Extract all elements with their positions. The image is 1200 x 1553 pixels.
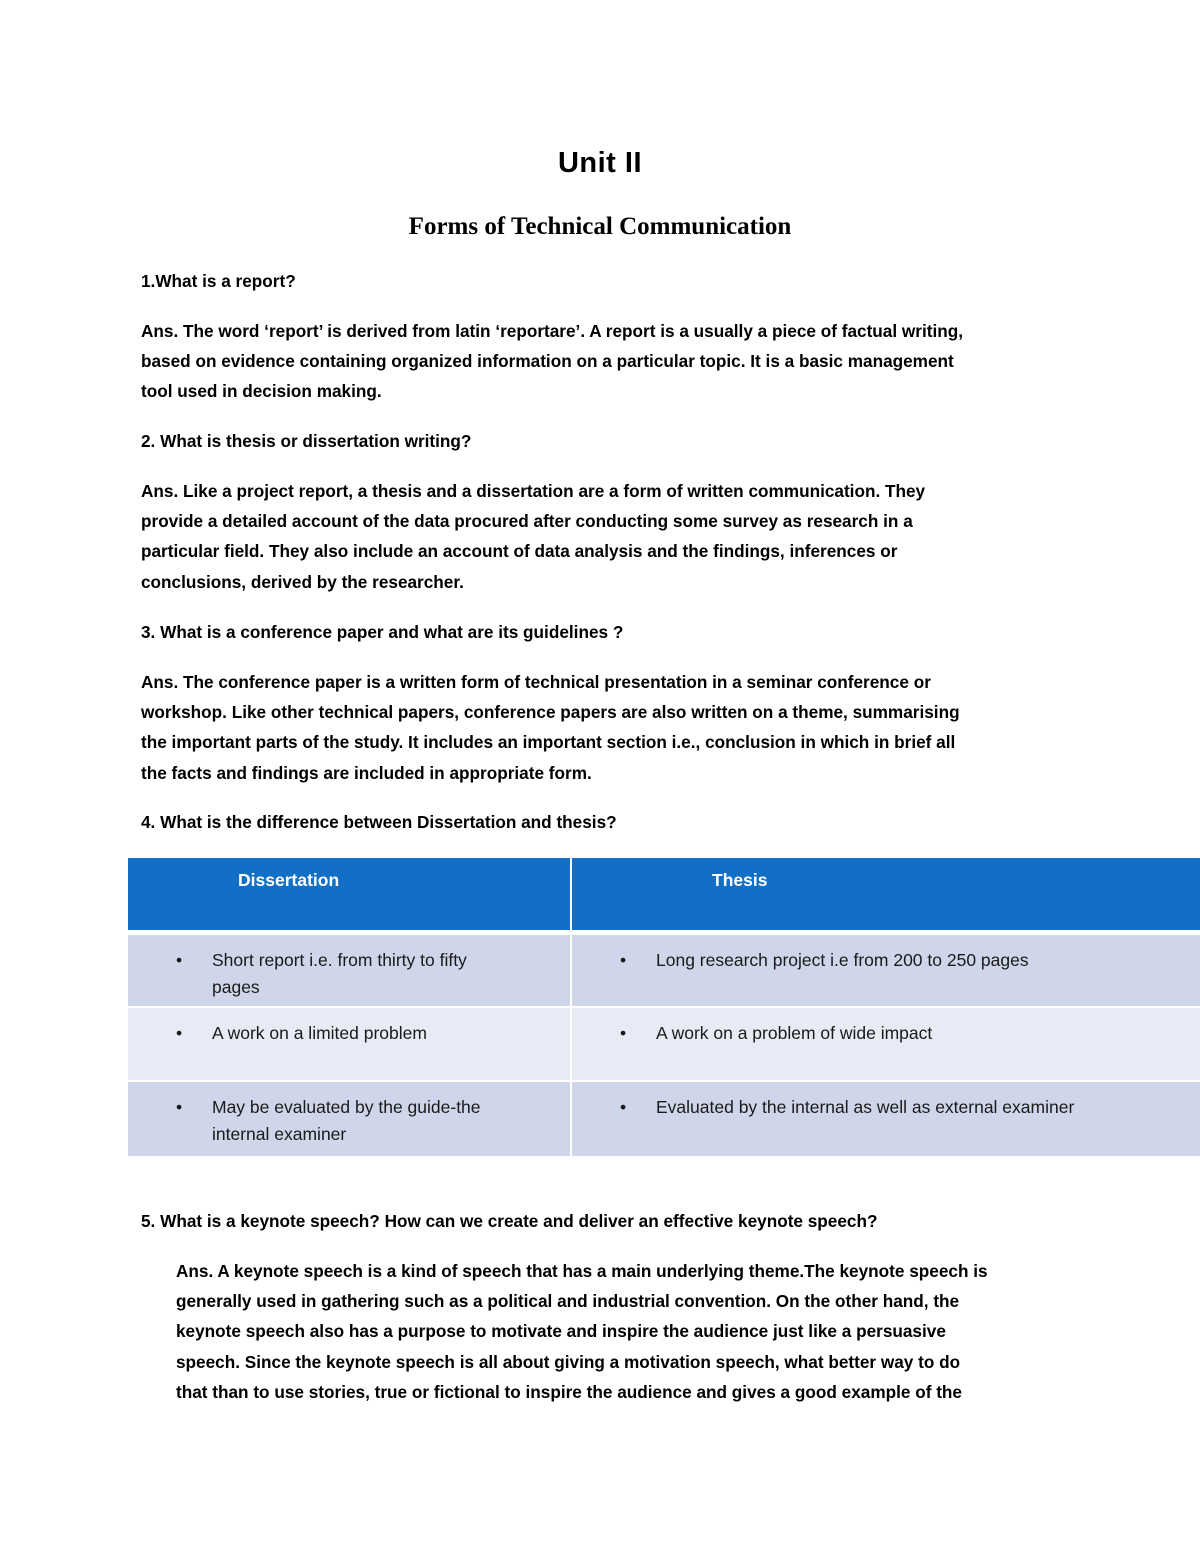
- answer-5-line: Ans. A keynote speech is a kind of speech that has a main underlying theme.The keynote speech is: [176, 1261, 988, 1281]
- answer-3-line: the important parts of the study. It includes an important section i.e., conclusion in which in brief all: [141, 732, 956, 753]
- answer-2-line: Ans. Like a project report, a thesis and a dissertation are a form of written communication. They: [141, 481, 926, 501]
- answer-5-line: generally used in gathering such as a political and industrial convention. On the other hand, the: [176, 1291, 960, 1312]
- answer-2-line: particular field. They also include an account of data analysis and the findings, inferences or: [141, 541, 898, 562]
- table-row-2-thesis: [572, 1008, 1200, 1080]
- answer-5-line: speech. Since the keynote speech is all about giving a motivation speech, what better way to do: [176, 1351, 961, 1372]
- cell-line: Evaluated by the internal as well as external examiner: [656, 1097, 1075, 1117]
- answer-2: [141, 476, 1061, 597]
- bullet-icon: •: [620, 1023, 627, 1043]
- question-3: [141, 617, 1061, 647]
- answer-3: [141, 667, 1061, 788]
- bullet-icon: •: [176, 950, 183, 970]
- bullet-icon: •: [176, 1097, 183, 1117]
- cell-line: internal examiner: [212, 1124, 347, 1144]
- question-5: [141, 1206, 1061, 1236]
- answer-3-line: the facts and findings are included in appropriate form.: [141, 762, 592, 783]
- answer-3-line: Ans. The conference paper is a written form of technical presentation in a seminar conference or: [141, 672, 931, 692]
- cell-line: Long research project i.e from 200 to 250 pages: [656, 950, 1029, 970]
- table-row-3-thesis: [572, 1082, 1200, 1156]
- answer-2-line: provide a detailed account of the data procured after conducting some survey as research in a: [141, 511, 913, 532]
- table-row-1-thesis: [572, 935, 1200, 1006]
- cell-line: A work on a limited problem: [212, 1023, 427, 1043]
- question-4: [141, 807, 1061, 837]
- question-1-text: 1.What is a report?: [141, 271, 296, 291]
- answer-1-line: tool used in decision making.: [141, 381, 382, 402]
- question-2-text: 2. What is thesis or dissertation writing?: [141, 431, 472, 451]
- question-3-text: 3. What is a conference paper and what are its guidelines ?: [141, 622, 624, 642]
- table-header-thesis: [572, 858, 1200, 930]
- cell-line: A work on a problem of wide impact: [656, 1023, 933, 1043]
- comparison-table: [128, 858, 1200, 1156]
- answer-5: [176, 1256, 1096, 1407]
- table-row-2-dissertation: [128, 1008, 570, 1080]
- cell-line: pages: [212, 977, 260, 997]
- answer-1-line: Ans. The word ‘report’ is derived from latin ‘reportare’. A report is a usually a piece of factual writing,: [141, 321, 964, 341]
- bullet-icon: •: [176, 1023, 183, 1043]
- answer-3-line: workshop. Like other technical papers, conference papers are also written on a theme, summarising: [141, 702, 960, 723]
- question-5-text: 5. What is a keynote speech? How can we create and deliver an effective keynote speech?: [141, 1211, 878, 1231]
- table-header-dissertation: [128, 858, 570, 930]
- answer-5-line: that than to use stories, true or fictional to inspire the audience and gives a good example of the: [176, 1381, 962, 1402]
- page-subtitle: Forms of Technical Communication: [408, 213, 792, 240]
- table-header-label: Thesis: [712, 870, 768, 890]
- question-4-text: 4. What is the difference between Dissertation and thesis?: [141, 812, 617, 832]
- bullet-icon: •: [620, 950, 627, 970]
- table-header-label: Dissertation: [238, 870, 340, 890]
- question-2: [141, 426, 1061, 456]
- table-row-3-dissertation: [128, 1082, 570, 1156]
- page-title: Unit II: [557, 147, 643, 179]
- cell-line: Short report i.e. from thirty to fifty: [212, 950, 467, 970]
- question-1: [141, 266, 1061, 296]
- answer-5-line: keynote speech also has a purpose to motivate and inspire the audience just like a persuasive: [176, 1321, 946, 1342]
- answer-2-line: conclusions, derived by the researcher.: [141, 571, 464, 592]
- table-row-1-dissertation: [128, 935, 570, 1006]
- answer-1-line: based on evidence containing organized information on a particular topic. It is a basic management: [141, 351, 954, 372]
- cell-line: May be evaluated by the guide-the: [212, 1097, 481, 1117]
- bullet-icon: •: [620, 1097, 627, 1117]
- answer-1: [141, 316, 1061, 407]
